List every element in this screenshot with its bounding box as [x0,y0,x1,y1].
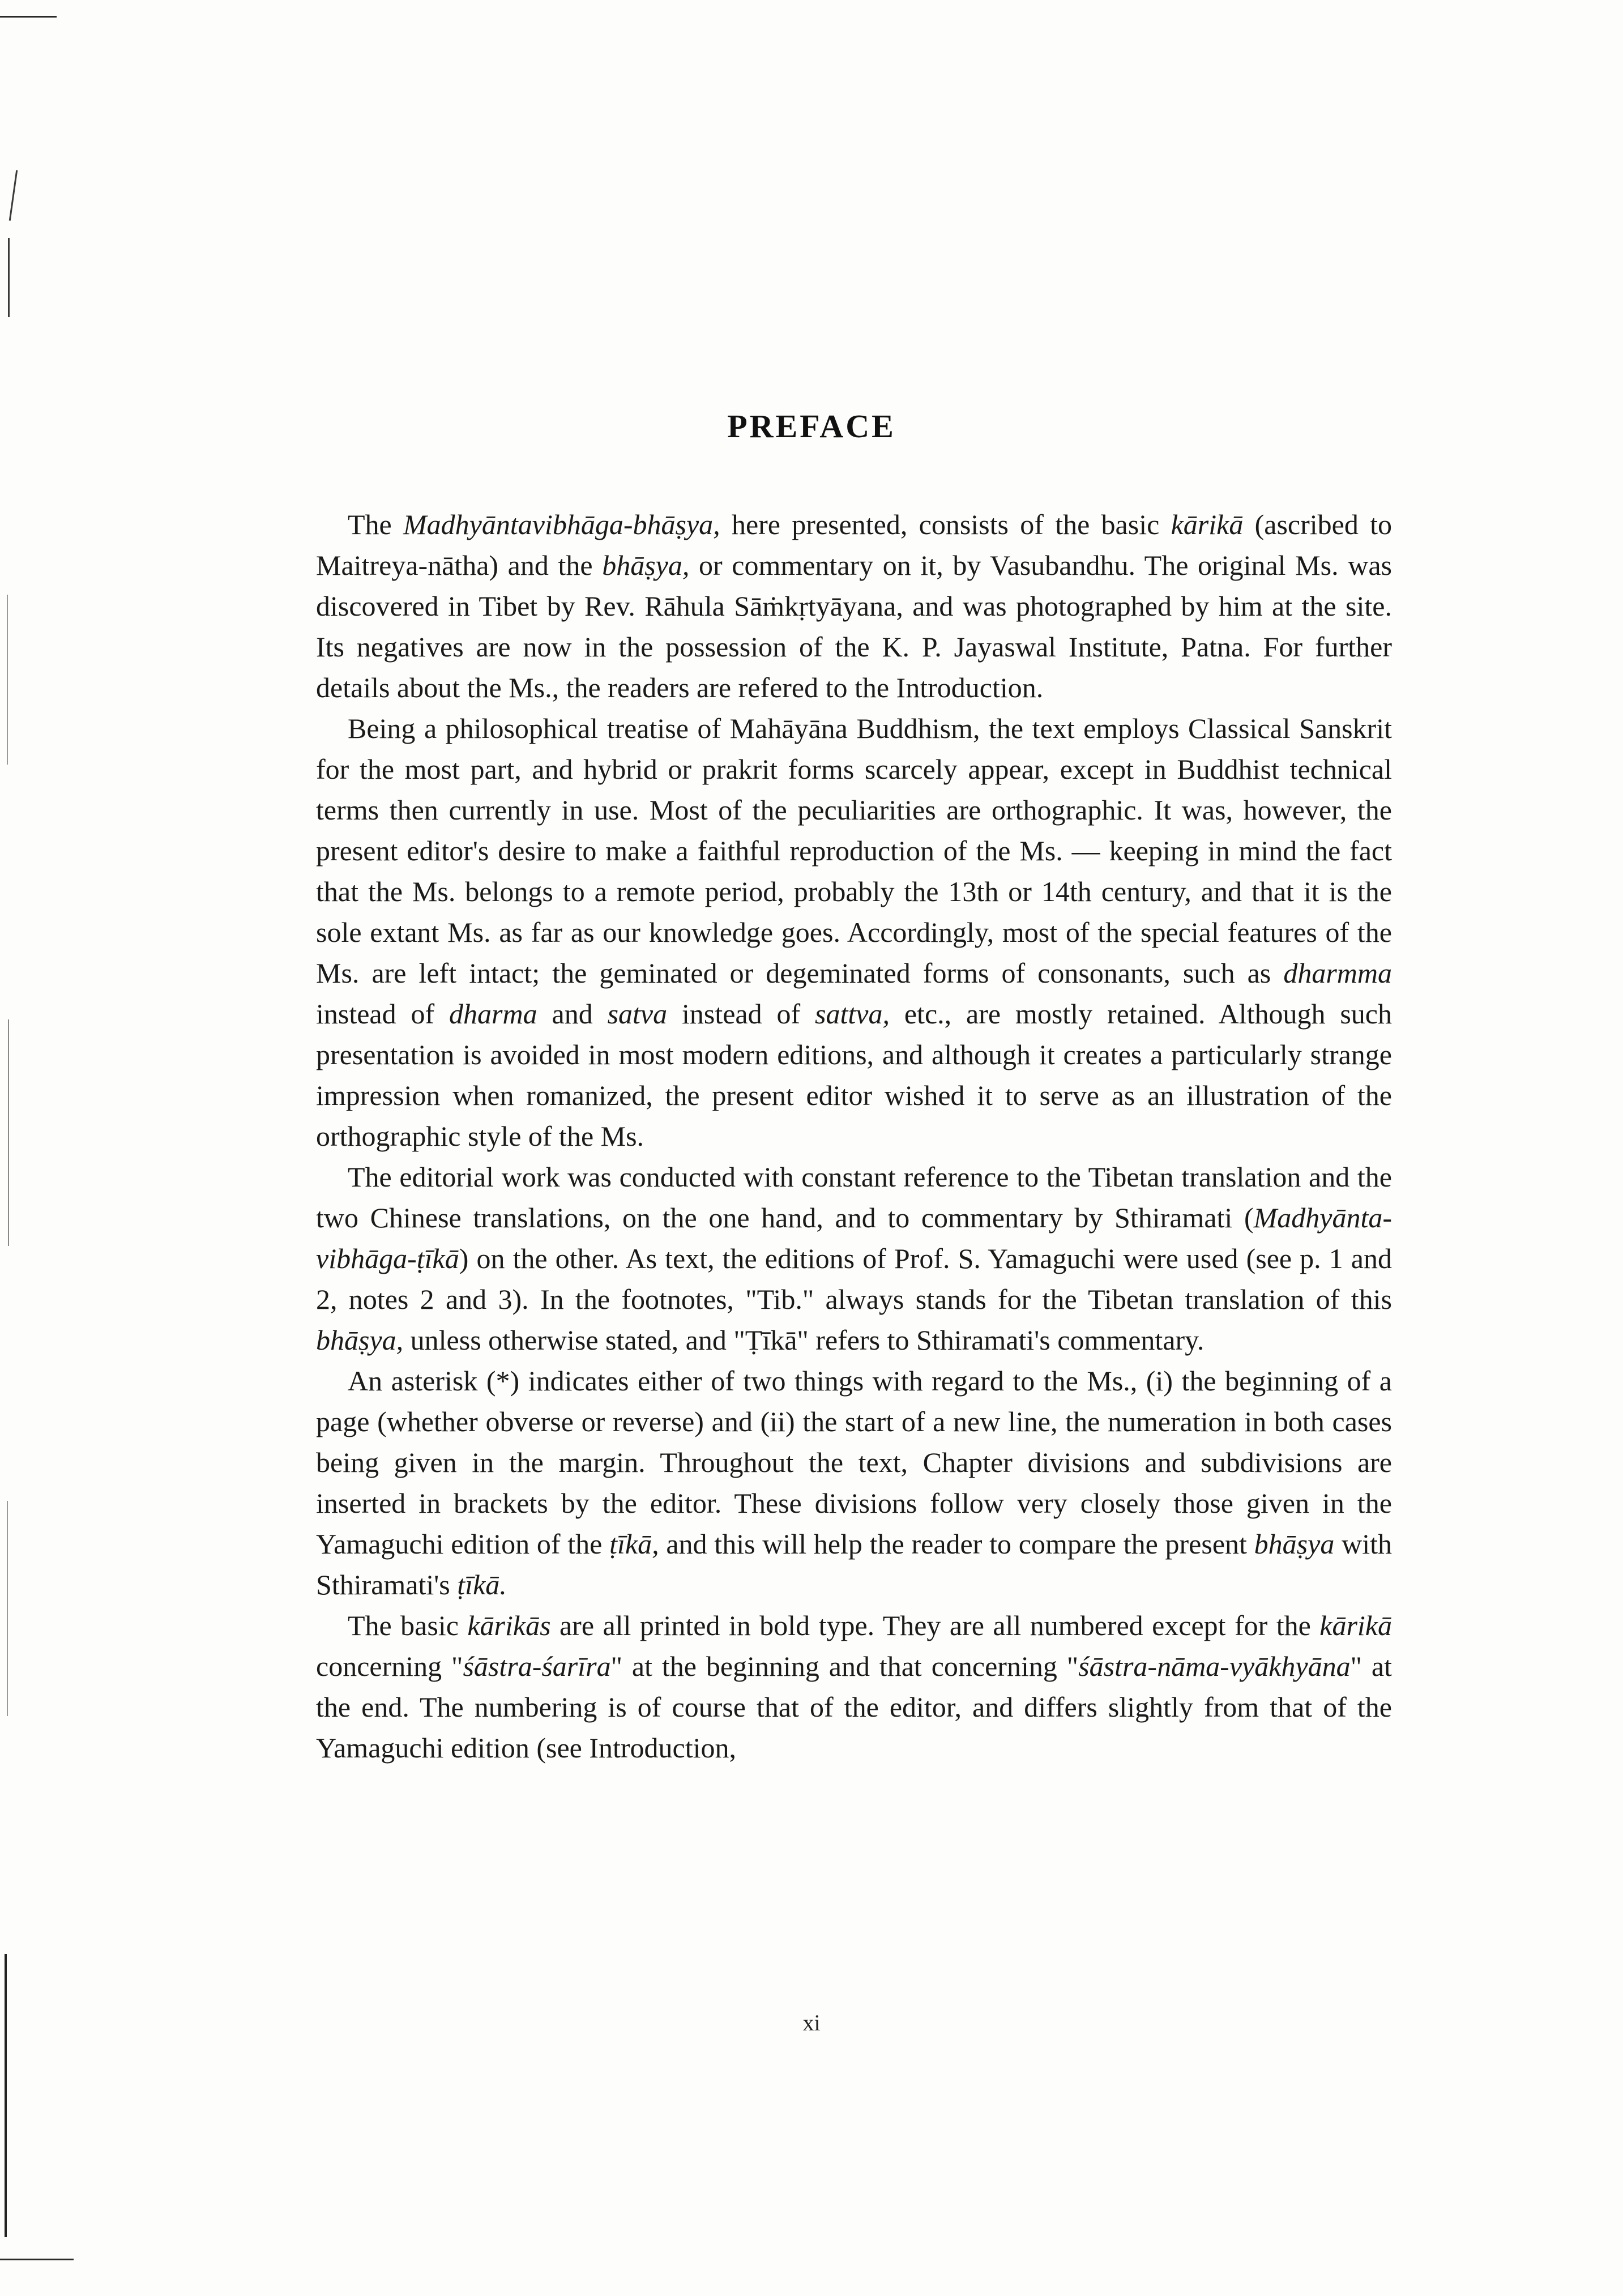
paragraph-4: An asterisk (*) indicates either of two things with regard to the Ms., (i) the beginning of a page (whether obverse or reverse) and (ii) the start of a new line, the numeration in both cases being given in the margin. Throughout the text, Chapter divisions and subdivisions are inserted in brackets by the editor. These divisions follow very closely those given in the Yamaguchi edition of the ṭīkā, and this will help the reader to compare the present bhāṣya with Sthiramati's ṭīkā. [316,1365,1392,1601]
scan-edge-rule-bottom [0,2259,74,2260]
scan-edge-rule-top [0,16,57,18]
scan-margin-mark [8,1019,9,1246]
scan-margin-mark [7,1501,8,1716]
page-number: xi [802,2010,821,2035]
paragraph-1: The Madhyāntavibhāga-bhāṣya, here presented, consists of the basic kārikā (ascribed to Maitreya-nātha) and the bhāṣya, or commentary on it, by Vasubandhu. The original Ms. was discovered in Tibet by Rev. Rāhula Sāṁkṛtyāyana, and was photographed by him at the site. Its negatives are now in the possession of the K. P. Jayaswal Institute, Patna. For further details about the Ms., the readers are refered to the Introduction. [316,509,1392,703]
scan-margin-mark [8,238,10,317]
paragraph-5: The basic kārikās are all printed in bold type. They are all numbered except for the kārikā concerning "śāstra-śarīra" at the beginning and that concerning "śāstra-nāma-vyākhyāna" at the end. The numbering is of course that of the editor, and differs slightly from that of the Yamaguchi edition (see Introduction, [316,1610,1392,1764]
page-title: PREFACE [727,407,896,445]
paragraph-3: The editorial work was conducted with constant reference to the Tibetan translation and the two Chinese translations, on the one hand, and to commentary by Sthiramati (Madhyānta-vibhāga-ṭīkā) on the other. As text, the editions of Prof. S. Yamaguchi were used (see p. 1 and 2, notes 2 and 3). In the footnotes, "Tib." always stands for the Tibetan translation of this bhāṣya, unless otherwise stated, and "Ṭīkā" refers to Sthiramati's commentary. [316,1161,1392,1356]
scan-margin-mark [5,1954,7,2237]
preface-body [316,504,1392,1988]
paragraph-2: Being a philosophical treatise of Mahāyāna Buddhism, the text employs Classical Sanskrit for the most part, and hybrid or prakrit forms scarcely appear, except in Buddhist technical terms then currently in use. Most of the peculiarities are orthographic. It was, however, the present editor's desire to make a faithful reproduction of the Ms. — keeping in mind the fact that the Ms. belongs to a remote period, probably the 13th or 14th century, and that it is the sole extant Ms. as far as our knowledge goes. Accordingly, most of the special features of the Ms. are left intact; the geminated or degeminated forms of consonants, such as dharmma instead of dharma and satva instead of sattva, etc., are mostly retained. Although such presentation is avoided in most modern editions, and although it creates a particularly strange impression when romanized, the present editor wished it to serve as an illustration of the orthographic style of the Ms. [316,712,1392,1152]
scan-margin-mark [9,170,18,221]
scan-margin-mark [7,595,8,765]
